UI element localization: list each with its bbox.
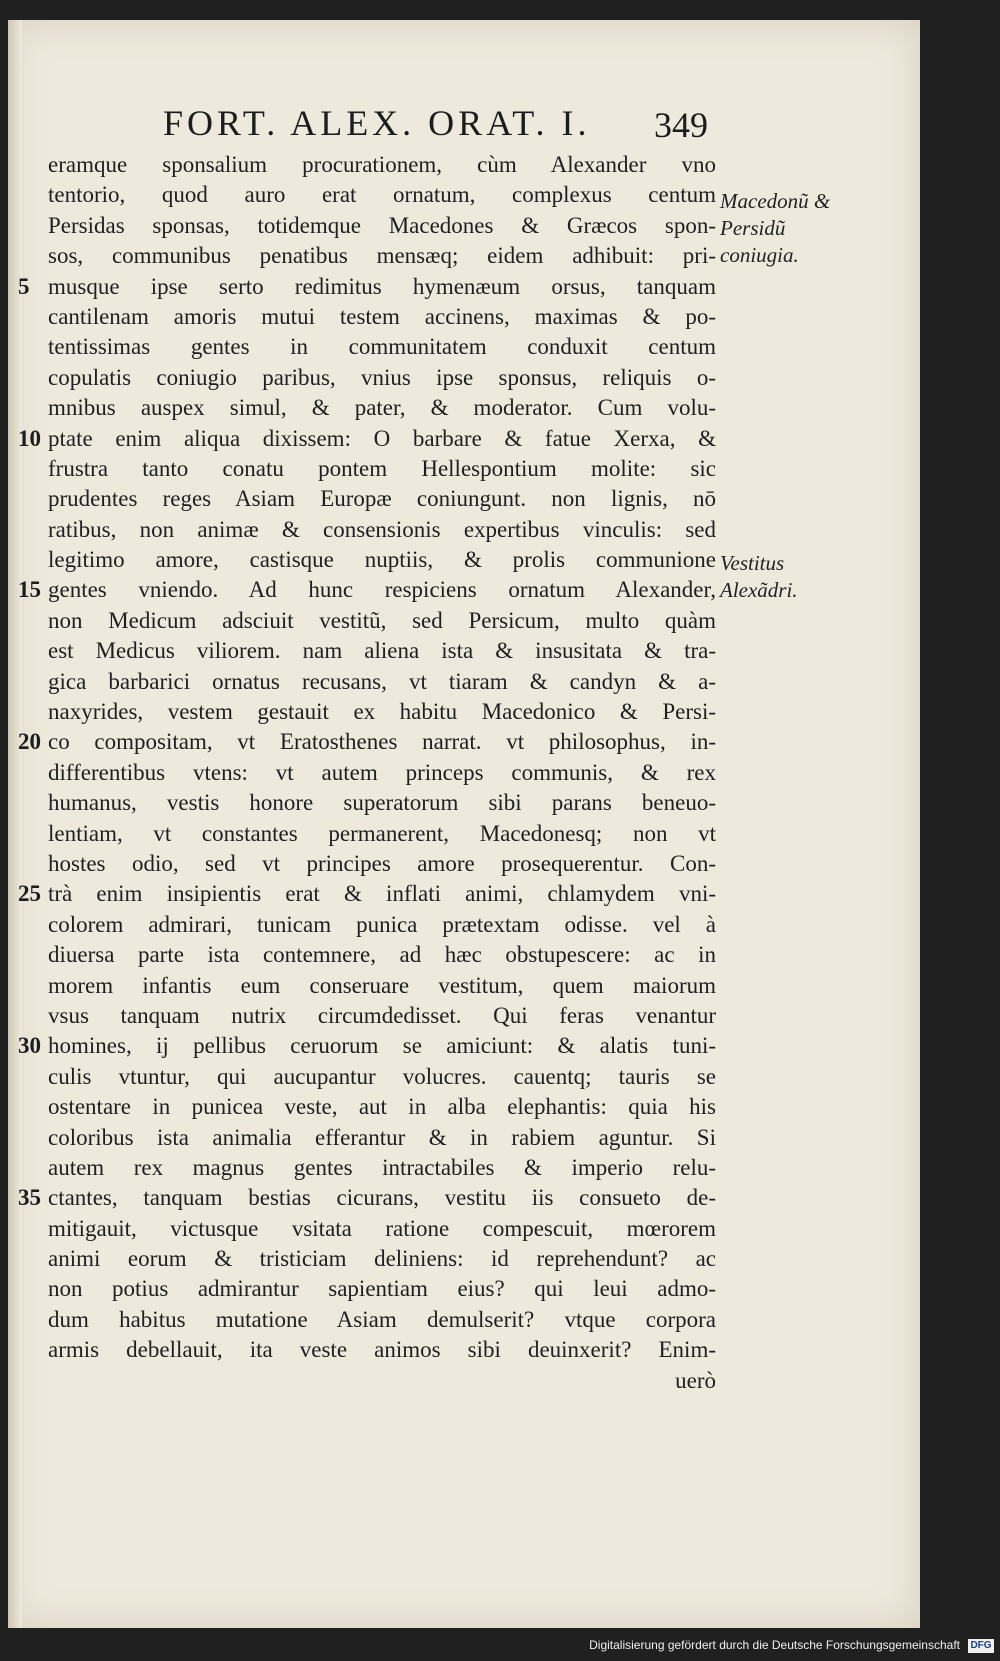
line-text: lentiam, vt constantes permanerent, Macedonesq; non vt [48, 820, 716, 846]
text-line [8, 788, 728, 818]
line-text: diuersa parte ista contemnere, ad hæc obstupescere: ac in [48, 942, 716, 968]
line-text: naxyrides, vestem gestauit ex habitu Macedonico & Persi- [48, 699, 716, 725]
line-text: autem rex magnus gentes intractabiles & imperio relu- [48, 1154, 716, 1180]
line-text: ostentare in punicea veste, aut in alba elephantis: quia his [48, 1094, 716, 1120]
line-text: copulatis coniugio paribus, vnius ipse sponsus, reliquis o- [48, 364, 716, 390]
line-text: ptate enim aliqua dixissem: O barbare & fatue Xerxa, & [48, 425, 716, 451]
line-number: 15 [18, 577, 41, 603]
line-text: morem infantis eum conseruare vestitum, quem maiorum [48, 972, 716, 998]
text-line [8, 971, 728, 1001]
footer-credit: Digitalisierung gefördert durch die Deutsche Forschungsgemeinschaft [589, 1638, 960, 1652]
text-line [8, 180, 728, 210]
book-page [8, 20, 920, 1628]
text-line [8, 1183, 728, 1213]
text-line [8, 484, 728, 514]
text-line [8, 272, 728, 302]
text-line [8, 241, 728, 271]
text-line [8, 515, 728, 545]
text-line [8, 302, 728, 332]
line-text: non potius admirantur sapientiam eius? qui leui admo- [48, 1276, 716, 1302]
dfg-logo-icon: DFG [968, 1639, 994, 1653]
text-line [8, 727, 728, 757]
text-line [8, 758, 728, 788]
line-number: 10 [18, 425, 41, 451]
line-text: mitigauit, victusque vsitata ratione compescuit, mœrorem [48, 1215, 716, 1241]
page-number: 349 [654, 105, 708, 145]
line-text: frustra tanto conatu pontem Hellespontium molite: sic [48, 455, 716, 481]
line-number: 20 [18, 729, 41, 755]
line-text: trà enim insipientis erat & inflati animi, chlamydem vni- [48, 881, 716, 907]
line-number: 25 [18, 881, 41, 907]
line-text: eramque sponsalium procurationem, cùm Alexander vno [48, 152, 716, 177]
text-line [8, 332, 728, 362]
text-line [8, 819, 728, 849]
line-text: gentes vniendo. Ad hunc respiciens ornatum Alexander, [48, 577, 716, 603]
marginal-note-marriages: Macedonũ & Persidũ coniugia. [720, 189, 831, 267]
digitization-footer [0, 1633, 1000, 1661]
line-text: uerò [675, 1367, 716, 1393]
line-text: vsus tanquam nutrix circumdedisset. Qui feras venantur [48, 1002, 716, 1028]
text-line [8, 1031, 728, 1061]
line-text: Persidas sponsas, totidemque Macedones & Græcos spon- [48, 212, 716, 238]
line-text: differentibus vtens: vt autem princeps communis, & rex [48, 759, 716, 785]
text-line [8, 363, 728, 393]
text-line [8, 454, 728, 484]
line-text: ratibus, non animæ & consensionis expertibus vinculis: sed [48, 516, 716, 542]
marginal-note-attire: Vestitus Alexãdri. [720, 551, 798, 602]
running-title: FORT. ALEX. ORAT. I. [163, 103, 591, 143]
line-text: hostes odio, sed vt principes amore prosequerentur. Con- [48, 850, 716, 876]
text-line [8, 1153, 728, 1183]
line-text: armis debellauit, ita veste animos sibi deuinxerit? Enim- [48, 1337, 716, 1363]
text-line [8, 1092, 728, 1122]
line-number: 30 [18, 1033, 41, 1059]
line-text: ctantes, tanquam bestias cicurans, vestitu iis consueto de- [48, 1185, 716, 1211]
line-text: animi eorum & tristiciam deliniens: id reprehendunt? ac [48, 1246, 716, 1272]
text-line [8, 545, 728, 575]
text-line [8, 211, 728, 241]
line-text: co compositam, vt Eratosthenes narrat. vt philosophus, in- [48, 729, 716, 755]
text-line [8, 849, 728, 879]
line-text: cantilenam amoris mutui testem accinens, maximas & po- [48, 303, 716, 329]
line-text: culis vtuntur, qui aucupantur volucres. cauentq; tauris se [48, 1063, 716, 1089]
line-text: mnibus auspex simul, & pater, & moderator. Cum volu- [48, 395, 716, 421]
text-line [8, 1274, 728, 1304]
line-text: legitimo amore, castisque nuptiis, & prolis communione [48, 547, 716, 573]
line-text: dum habitus mutatione Asiam demulserit? vtque corpora [48, 1306, 716, 1332]
text-line [8, 1335, 728, 1365]
text-line [8, 606, 728, 636]
text-line [8, 575, 728, 605]
line-text: coloribus ista animalia efferantur & in rabiem aguntur. Si [48, 1124, 716, 1150]
line-text: musque ipse serto redimitus hymenæum orsus, tanquam [48, 273, 716, 299]
text-line [8, 879, 728, 909]
text-line [8, 667, 728, 697]
text-line [8, 1366, 728, 1396]
line-text: homines, ij pellibus ceruorum se amiciunt: & alatis tuni- [48, 1033, 716, 1059]
text-line [8, 424, 728, 454]
text-line [8, 1214, 728, 1244]
text-line [8, 910, 728, 940]
line-number: 5 [18, 273, 30, 299]
line-text: prudentes reges Asiam Europæ coniungunt. non lignis, nō [48, 486, 716, 512]
line-text: tentissimas gentes in communitatem conduxit centum [48, 334, 716, 360]
text-line [8, 1001, 728, 1031]
text-line [8, 940, 728, 970]
main-text [8, 150, 728, 1396]
line-text: tentorio, quod auro erat ornatum, complexus centum [48, 182, 716, 208]
text-line [8, 636, 728, 666]
line-text: humanus, vestis honore superatorum sibi parans beneuo- [48, 790, 716, 816]
line-number: 35 [18, 1185, 41, 1211]
line-text: est Medicus viliorem. nam aliena ista & insusitata & tra- [48, 638, 716, 664]
line-text: gica barbarici ornatus recusans, vt tiaram & candyn & a- [48, 668, 716, 694]
text-line [8, 1123, 728, 1153]
text-line [8, 1062, 728, 1092]
line-text: colorem admirari, tunicam punica prætextam odisse. vel à [48, 911, 716, 937]
text-line [8, 150, 728, 180]
line-text: non Medicum adsciuit vestitũ, sed Persicum, multo quàm [48, 607, 716, 633]
page-header [8, 80, 920, 145]
text-line [8, 1305, 728, 1335]
text-line [8, 697, 728, 727]
text-line [8, 1244, 728, 1274]
line-text: sos, communibus penatibus mensæq; eidem adhibuit: pri- [48, 243, 716, 269]
text-line [8, 393, 728, 423]
